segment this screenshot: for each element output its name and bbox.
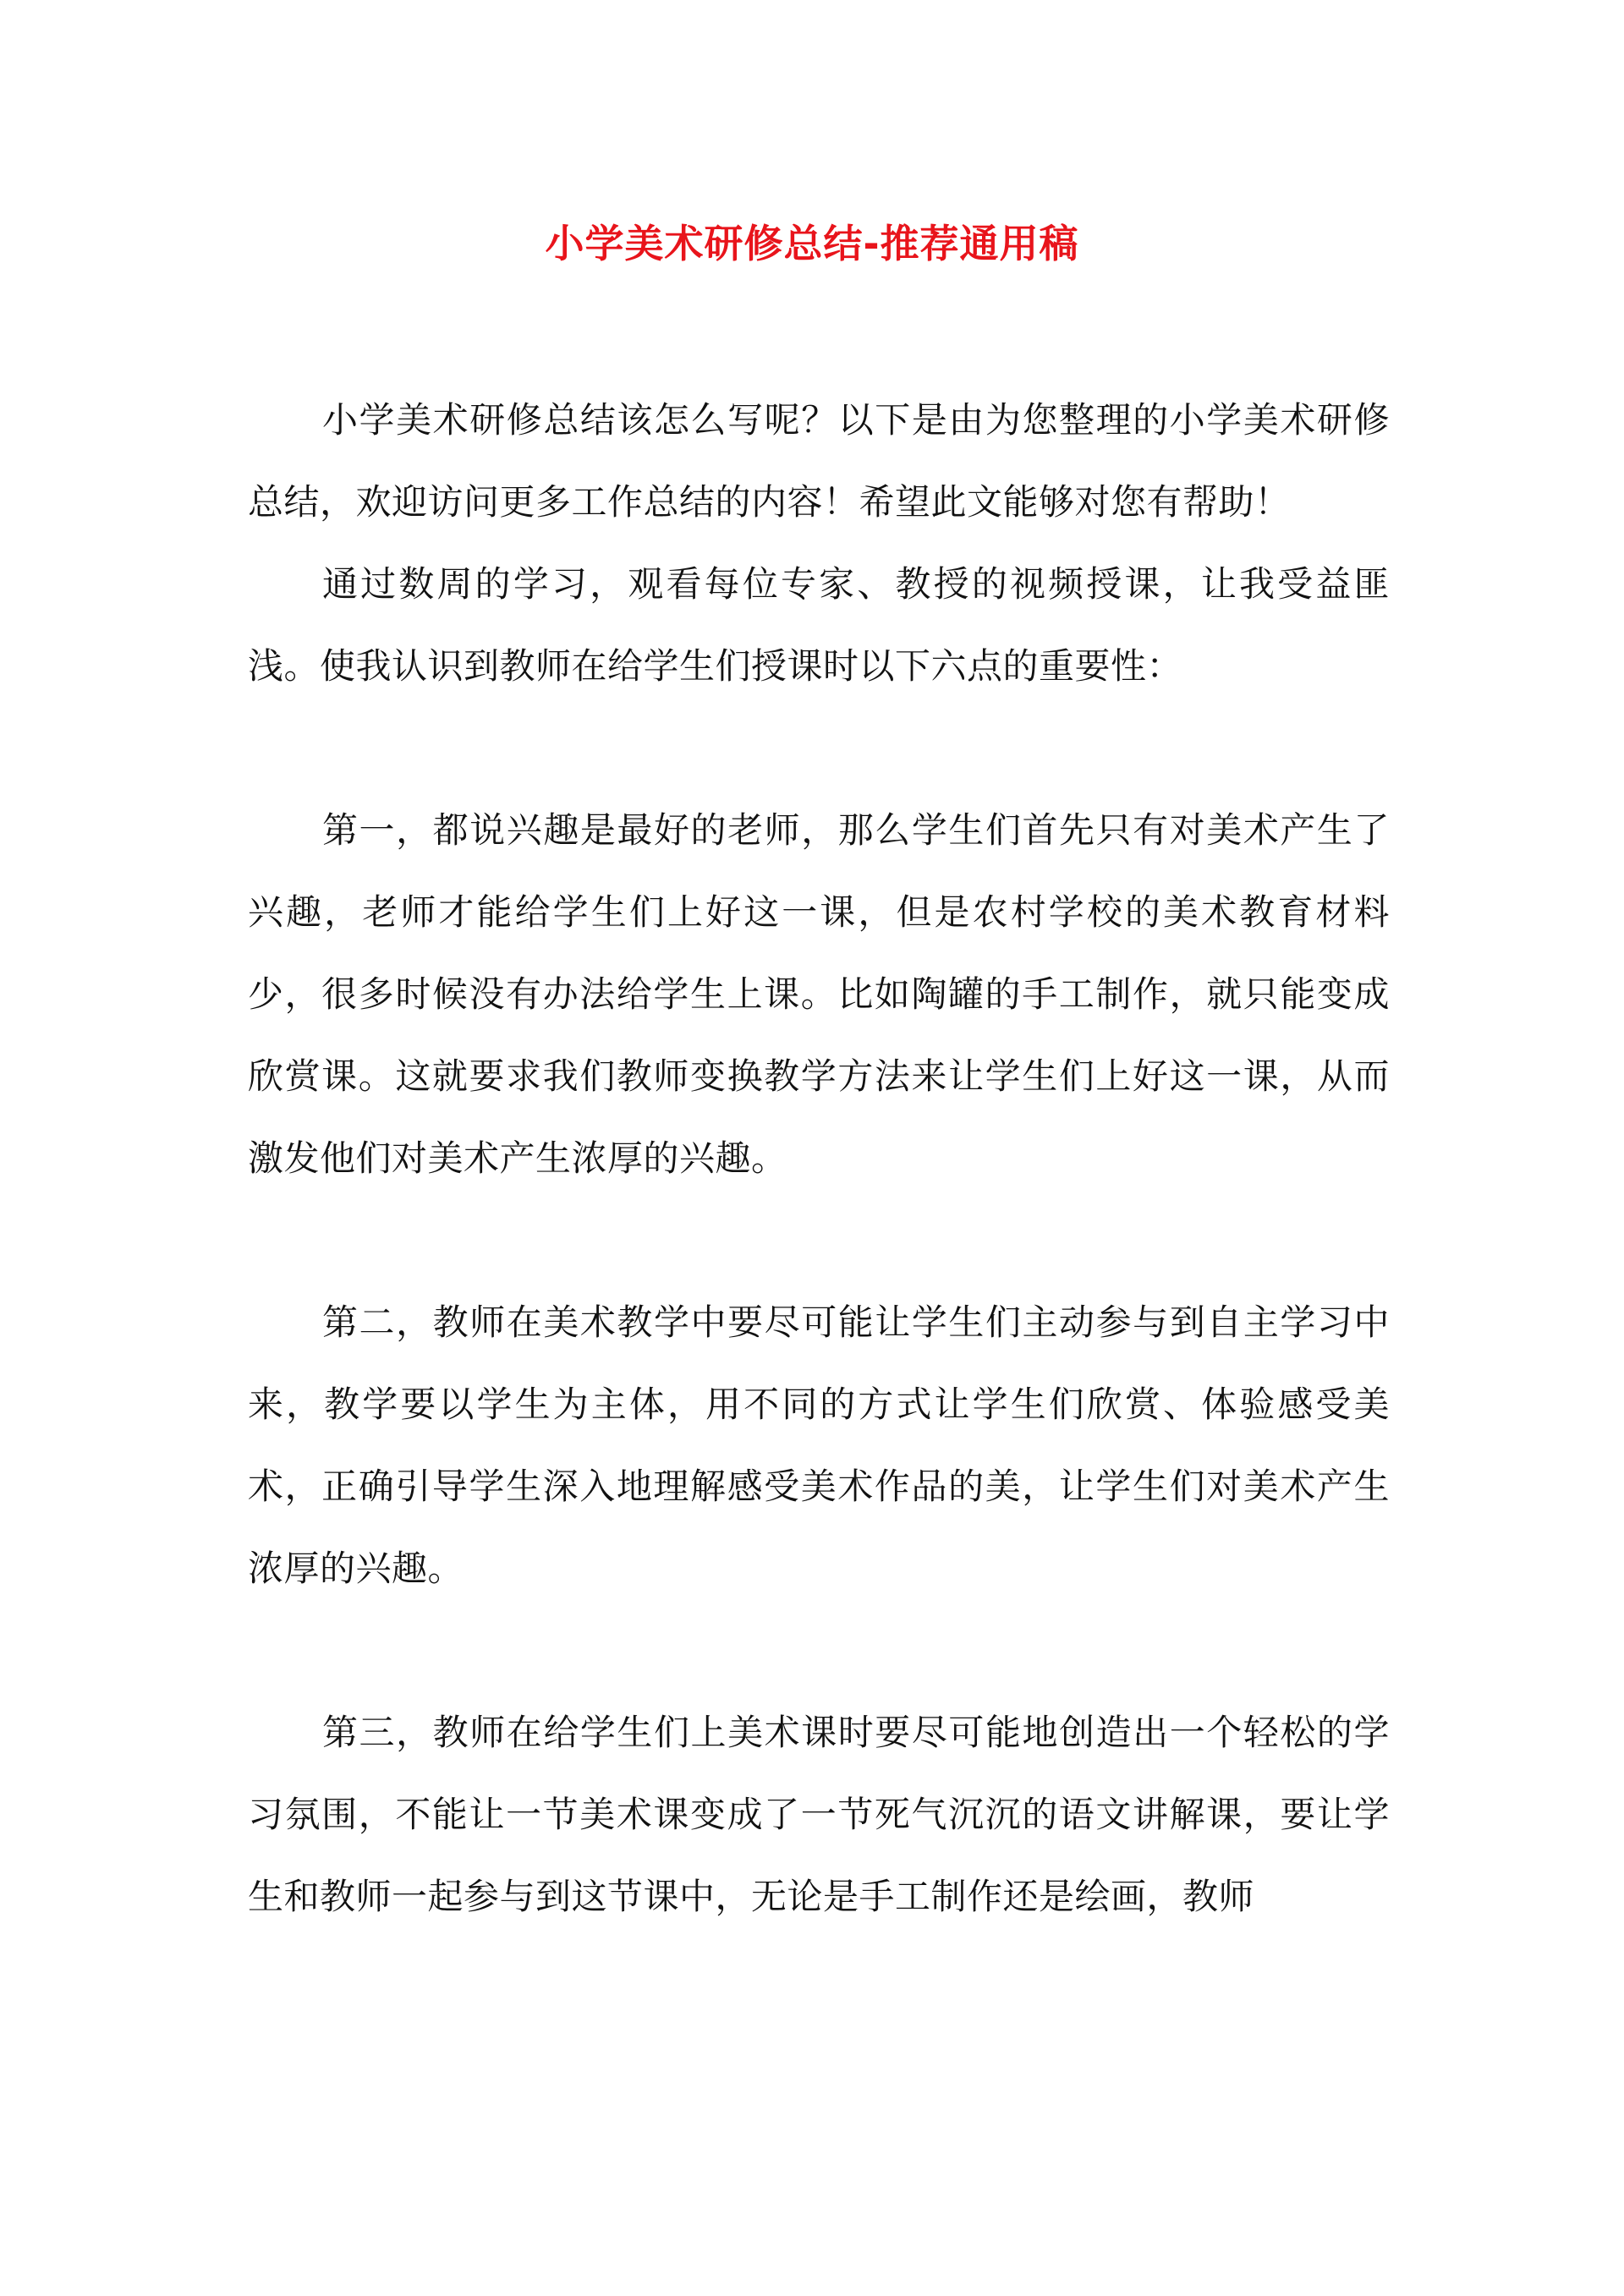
document-body [248, 379, 1390, 1937]
paragraph-intro: 小学美术研修总结该怎么写呢？以下是由为您整理的小学美术研修总结，欢迎访问更多工作总结的内容！希望此文能够对您有帮助！ [248, 399, 1390, 523]
document-title: 小学美术研修总结-推荐通用稿 [545, 221, 1079, 266]
paragraph-overview: 通过数周的学习，观看每位专家、教授的视频授课，让我受益匪浅。使我认识到教师在给学生们授课时以下六点的重要性： [248, 563, 1390, 687]
paragraph-point-one: 第一，都说兴趣是最好的老师，那么学生们首先只有对美术产生了兴趣，老师才能给学生们上好这一课，但是农村学校的美术教育材料少，很多时候没有办法给学生上课。比如陶罐的手工制作，就只能变成欣赏课。这就要求我们教师变换教学方法来让学生们上好这一课，从而激发他们对美术产生浓厚的兴趣。 [248, 809, 1390, 1179]
paragraph-point-three: 第三，教师在给学生们上美术课时要尽可能地创造出一个轻松的学习氛围，不能让一节美术课变成了一节死气沉沉的语文讲解课，要让学生和教师一起参与到这节课中，无论是手工制作还是绘画，教师 [248, 1712, 1390, 1917]
paragraph-point-two: 第二，教师在美术教学中要尽可能让学生们主动参与到自主学习中来，教学要以学生为主体，用不同的方式让学生们欣赏、体验感受美术，正确引导学生深入地理解感受美术作品的美，让学生们对美术产生浓厚的兴趣。 [248, 1301, 1390, 1589]
